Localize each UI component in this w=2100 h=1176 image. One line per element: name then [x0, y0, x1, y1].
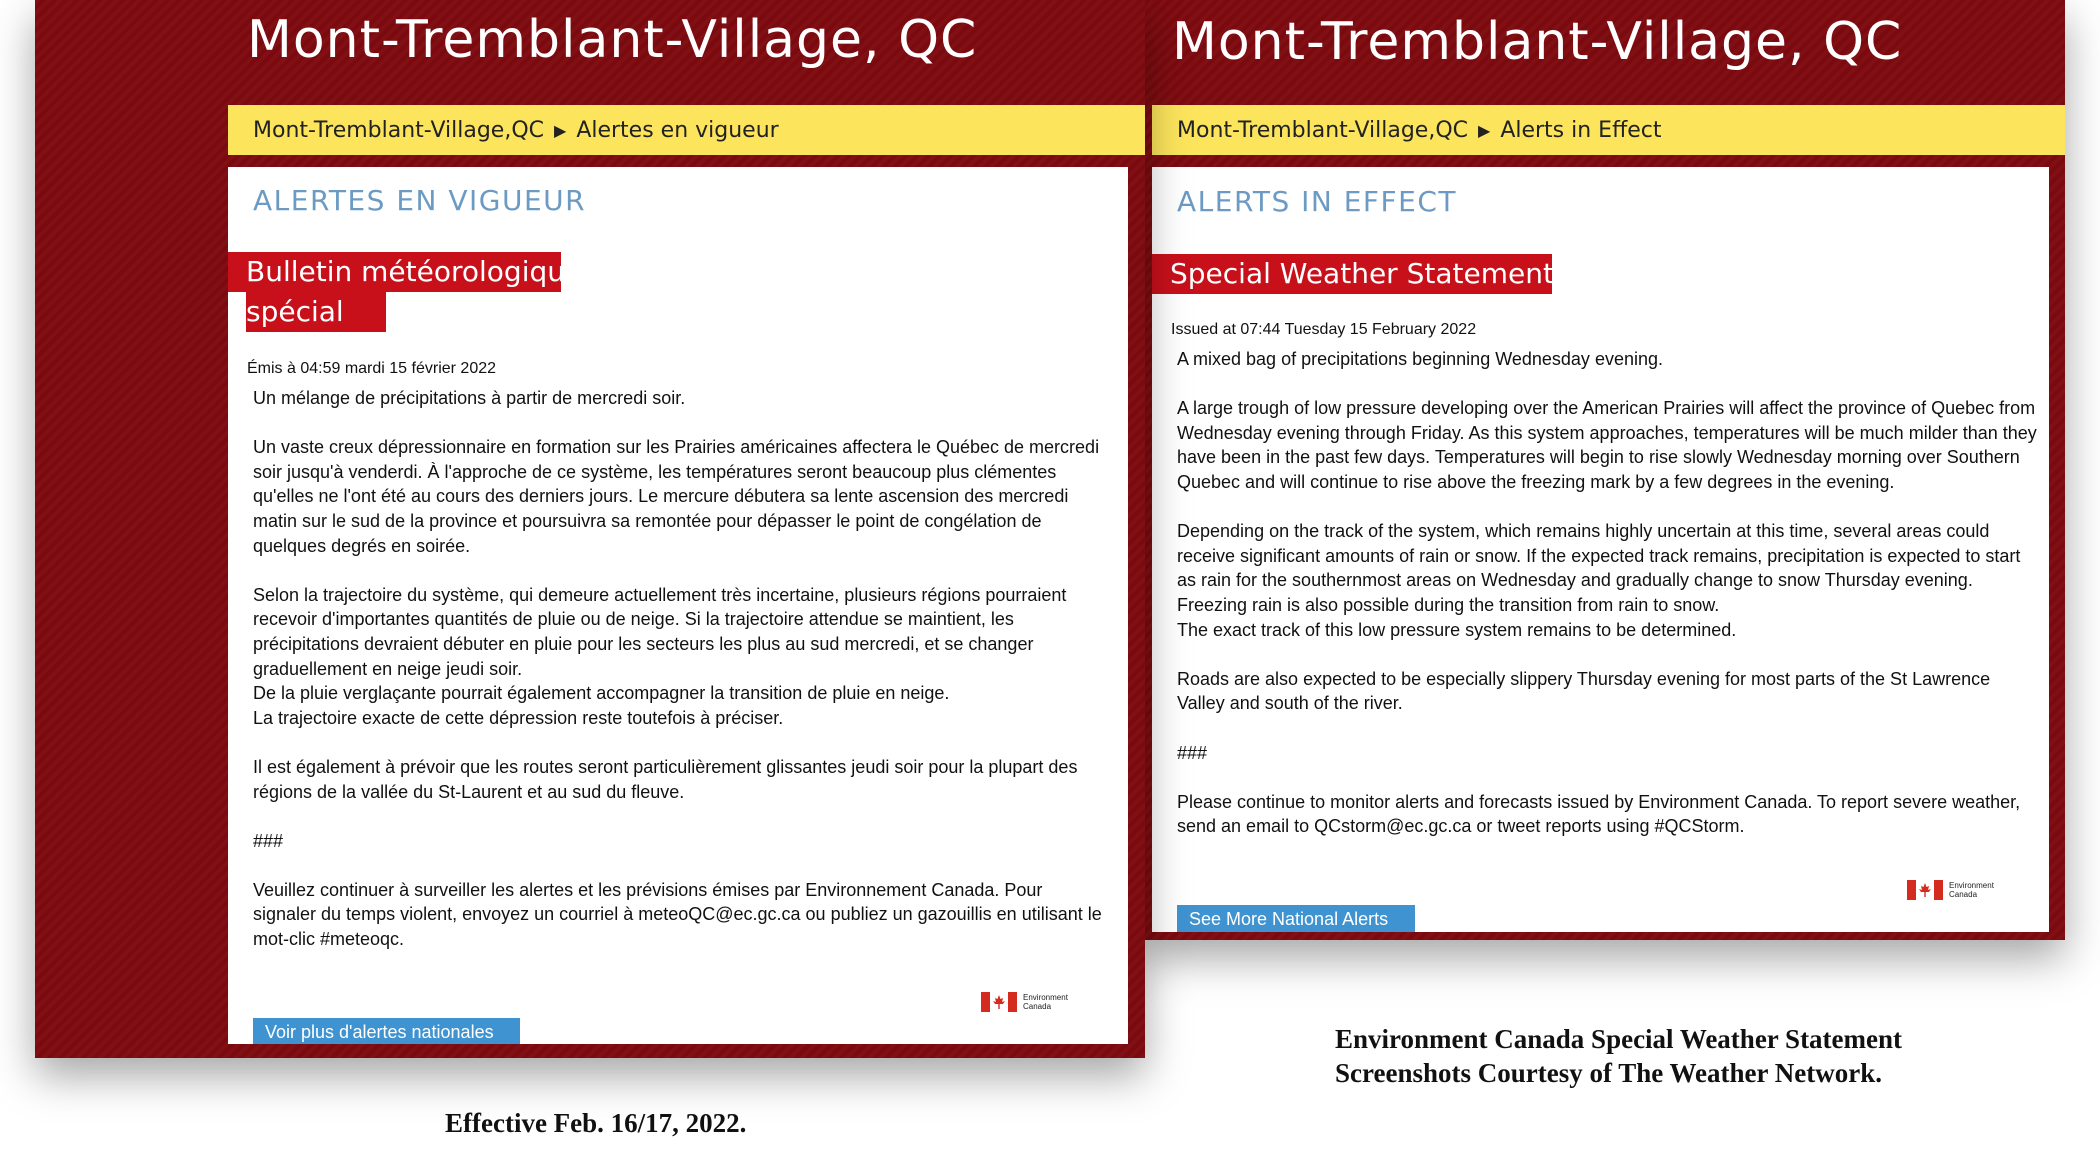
breadcrumb-arrow-icon: ▶ — [1478, 120, 1491, 140]
paragraph: De la pluie verglaçante pourrait également accompagner la transition de pluie en neige. — [253, 683, 950, 704]
logo-text: Environment — [1023, 993, 1068, 1002]
separator-text: ### — [1177, 742, 1208, 763]
breadcrumb-current: Alerts in Effect — [1500, 117, 1662, 143]
canada-flag-icon — [981, 992, 1017, 1012]
breadcrumb — [228, 105, 1145, 155]
issued-timestamp: Issued at 07:44 Tuesday 15 February 2022 — [1171, 321, 1477, 338]
paragraph: Veuillez continuer à surveiller les alertes et les prévisions émises par Environnement Canada. Pour signaler du temps violent, envoyez un courriel à meteoQC@ec.gc.ca ou publiez un gazouillis en utilisant le mot-clic #meteoqc. — [253, 879, 1102, 950]
voir-plus-alertes-button[interactable]: Voir plus d'alertes nationales — [253, 1018, 520, 1044]
issued-timestamp: Émis à 04:59 mardi 15 février 2022 — [247, 360, 497, 377]
paragraph: Roads are also expected to be especially slippery Thursday evening for most parts of the St Lawrence Valley and south of the river. — [1177, 668, 1991, 714]
canada-flag-icon — [1907, 880, 1943, 900]
breadcrumb — [1152, 105, 2065, 155]
breadcrumb-home-link[interactable]: Mont-Tremblant-Village,QC — [1177, 117, 1468, 143]
credit-caption-line: Environment Canada Special Weather Statement — [1335, 1024, 1903, 1054]
paragraph: Un vaste creux dépressionnaire en formation sur les Prairies américaines affectera le Québec de mercredi soir jusqu'à venderdi. À l'approche de ce système, les températures seront beaucoup plus clémentes qu'elles ne l'ont été au cours des derniers jours. Le mercure débutera sa lente ascension des mercredi matin sur le sud de la province et poursuivra sa remontée pour dépasser le point de congélation de quelques degrés en soirée. — [253, 437, 1100, 556]
see-more-alerts-button[interactable]: See More National Alerts — [1177, 905, 1415, 932]
section-heading: ALERTES EN VIGUEUR — [253, 184, 587, 217]
logo-text: Canada — [1023, 1002, 1052, 1011]
city-title: Mont-Tremblant-Village, QC — [247, 10, 978, 70]
alert-body — [253, 386, 1105, 952]
english-alert-panel — [1140, 0, 2065, 940]
breadcrumb-arrow-icon: ▶ — [554, 120, 567, 140]
paragraph: Depending on the track of the system, which remains highly uncertain at this time, several areas could receive significant amounts of rain or snow. If the expected track remains, precipitation is expected to start as rain for the southernmost areas on Wednesday and gradually change to snow Thursday evening. — [1177, 521, 2021, 591]
alert-card — [1152, 167, 2049, 932]
alert-body — [1177, 347, 2037, 839]
effective-date-caption: Effective Feb. 16/17, 2022. — [445, 1108, 747, 1138]
french-alert-panel — [35, 0, 1145, 1058]
breadcrumb-current: Alertes en vigueur — [576, 117, 779, 143]
credit-caption-line: Screenshots Courtesy of The Weather Network. — [1335, 1058, 1882, 1088]
credit-caption — [1335, 1022, 1902, 1090]
logo-text: Canada — [1949, 890, 1978, 899]
separator-text: ### — [253, 830, 284, 851]
paragraph: Un mélange de précipitations à partir de mercredi soir. — [253, 388, 686, 408]
logo-text: Environment — [1949, 881, 1994, 890]
paragraph: Selon la trajectoire du système, qui demeure actuellement très incertaine, plusieurs régions pourraient recevoir d'importantes quantités de pluie ou de neige. Si la trajectoire attendue se maintient, les précipitations devraient débuter en pluie pour les secteurs les plus au sud mercredi, et se changer graduellement en neige jeudi soir. — [253, 584, 1067, 679]
paragraph: A mixed bag of precipitations beginning Wednesday evening. — [1177, 349, 1663, 369]
alert-title: Special Weather Statement — [1152, 254, 1552, 294]
environment-canada-logo — [1907, 880, 1994, 900]
paragraph: La trajectoire exacte de cette dépression reste toutefois à préciser. — [253, 707, 784, 728]
alert-title: Bulletin météorologique spécial — [228, 252, 561, 332]
city-title: Mont-Tremblant-Village, QC — [1172, 12, 1903, 72]
alert-card — [228, 167, 1128, 1044]
paragraph: Il est également à prévoir que les routes seront particulièrement glissantes jeudi soir pour la plupart des régions de la vallée du St-Laurent et au sud du fleuve. — [253, 756, 1078, 802]
section-heading: ALERTS IN EFFECT — [1177, 185, 1457, 218]
environment-canada-logo — [981, 992, 1068, 1012]
breadcrumb-home-link[interactable]: Mont-Tremblant-Village,QC — [253, 117, 544, 143]
paragraph: Freezing rain is also possible during the transition from rain to snow. — [1177, 594, 1720, 615]
paragraph: A large trough of low pressure developing over the American Prairies will affect the province of Quebec from Wednesday evening through Friday. As this system approaches, temperatures will be much milder than they have been in the past few days. Temperatures will begin to rise slowly Wednesday morning over Southern Quebec and will continue to rise above the freezing mark by a few degrees in the evening. — [1177, 398, 2037, 492]
paragraph: The exact track of this low pressure system remains to be determined. — [1177, 619, 1737, 640]
paragraph: Please continue to monitor alerts and forecasts issued by Environment Canada. To report severe weather, send an email to QCstorm@ec.gc.ca or tweet reports using #QCStorm. — [1177, 791, 2021, 837]
